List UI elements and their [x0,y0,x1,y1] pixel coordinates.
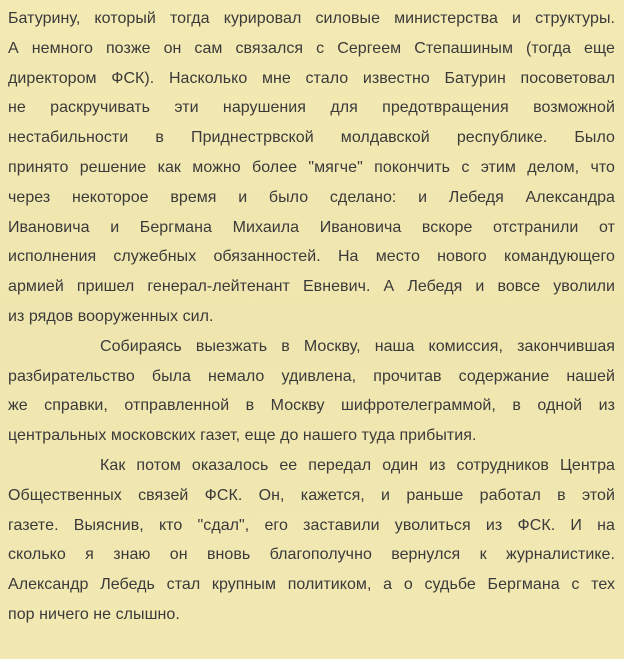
text-line: Собираясь выезжать в Москву, наша комиссия, закончившая [100,337,615,355]
text-line: центральных московских газет, еще до нашего туда прибытия. [8,427,477,445]
text-line: нестабильности в Приднестрвской молдавской республике. Было [8,129,615,147]
text-line: исполнения служебных обязанностей. На место нового командующего [8,248,615,266]
text-line: через некоторое время и было сделано: и Лебедя Александра [8,188,615,206]
text-line: не раскручивать эти нарушения для предотвращения возможной [8,99,615,117]
text-line: Общественных связей ФСК. Он, кажется, и раньше работал в этой [8,486,615,504]
text-line: пор ничего не слышно. [8,605,180,623]
text-line: же справки, отправленной в Москву шифротелеграммой, в одной из [8,397,615,415]
text-line: принято решение как можно более "мягче" покончить с этим делом, что [8,158,615,176]
text-line: Как потом оказалось ее передал один из сотрудников Центра [100,456,615,474]
text-line: Ивановича и Бергмана Михаила Ивановича вскоре отстранили от [8,218,615,236]
text-line: Александр Лебедь стал крупным политиком, а о судьбе Бергмана с тех [8,576,615,594]
text-line: газете. Выяснив, кто "сдал", его заставили уволиться из ФСК. И на [8,516,615,534]
text-line: А немного позже он сам связался с Сергеем Степашиным (тогда еще [8,39,615,57]
text-line: разбирательство была немало удивлена, прочитав содержание нашей [8,367,615,385]
text-line: Батурину, который тогда курировал силовые министерства и структуры. [8,10,615,27]
text-line: сколько я знаю он вновь благополучно вернулся к журналистике. [8,546,615,564]
text-line: директором ФСК). Насколько мне стало известно Батурин посоветовал [8,69,615,87]
text-line: армией пришел генерал-лейтенант Евневич. А Лебедя и вовсе уволили [8,278,615,296]
text-line: из рядов вооруженных сил. [8,307,214,325]
